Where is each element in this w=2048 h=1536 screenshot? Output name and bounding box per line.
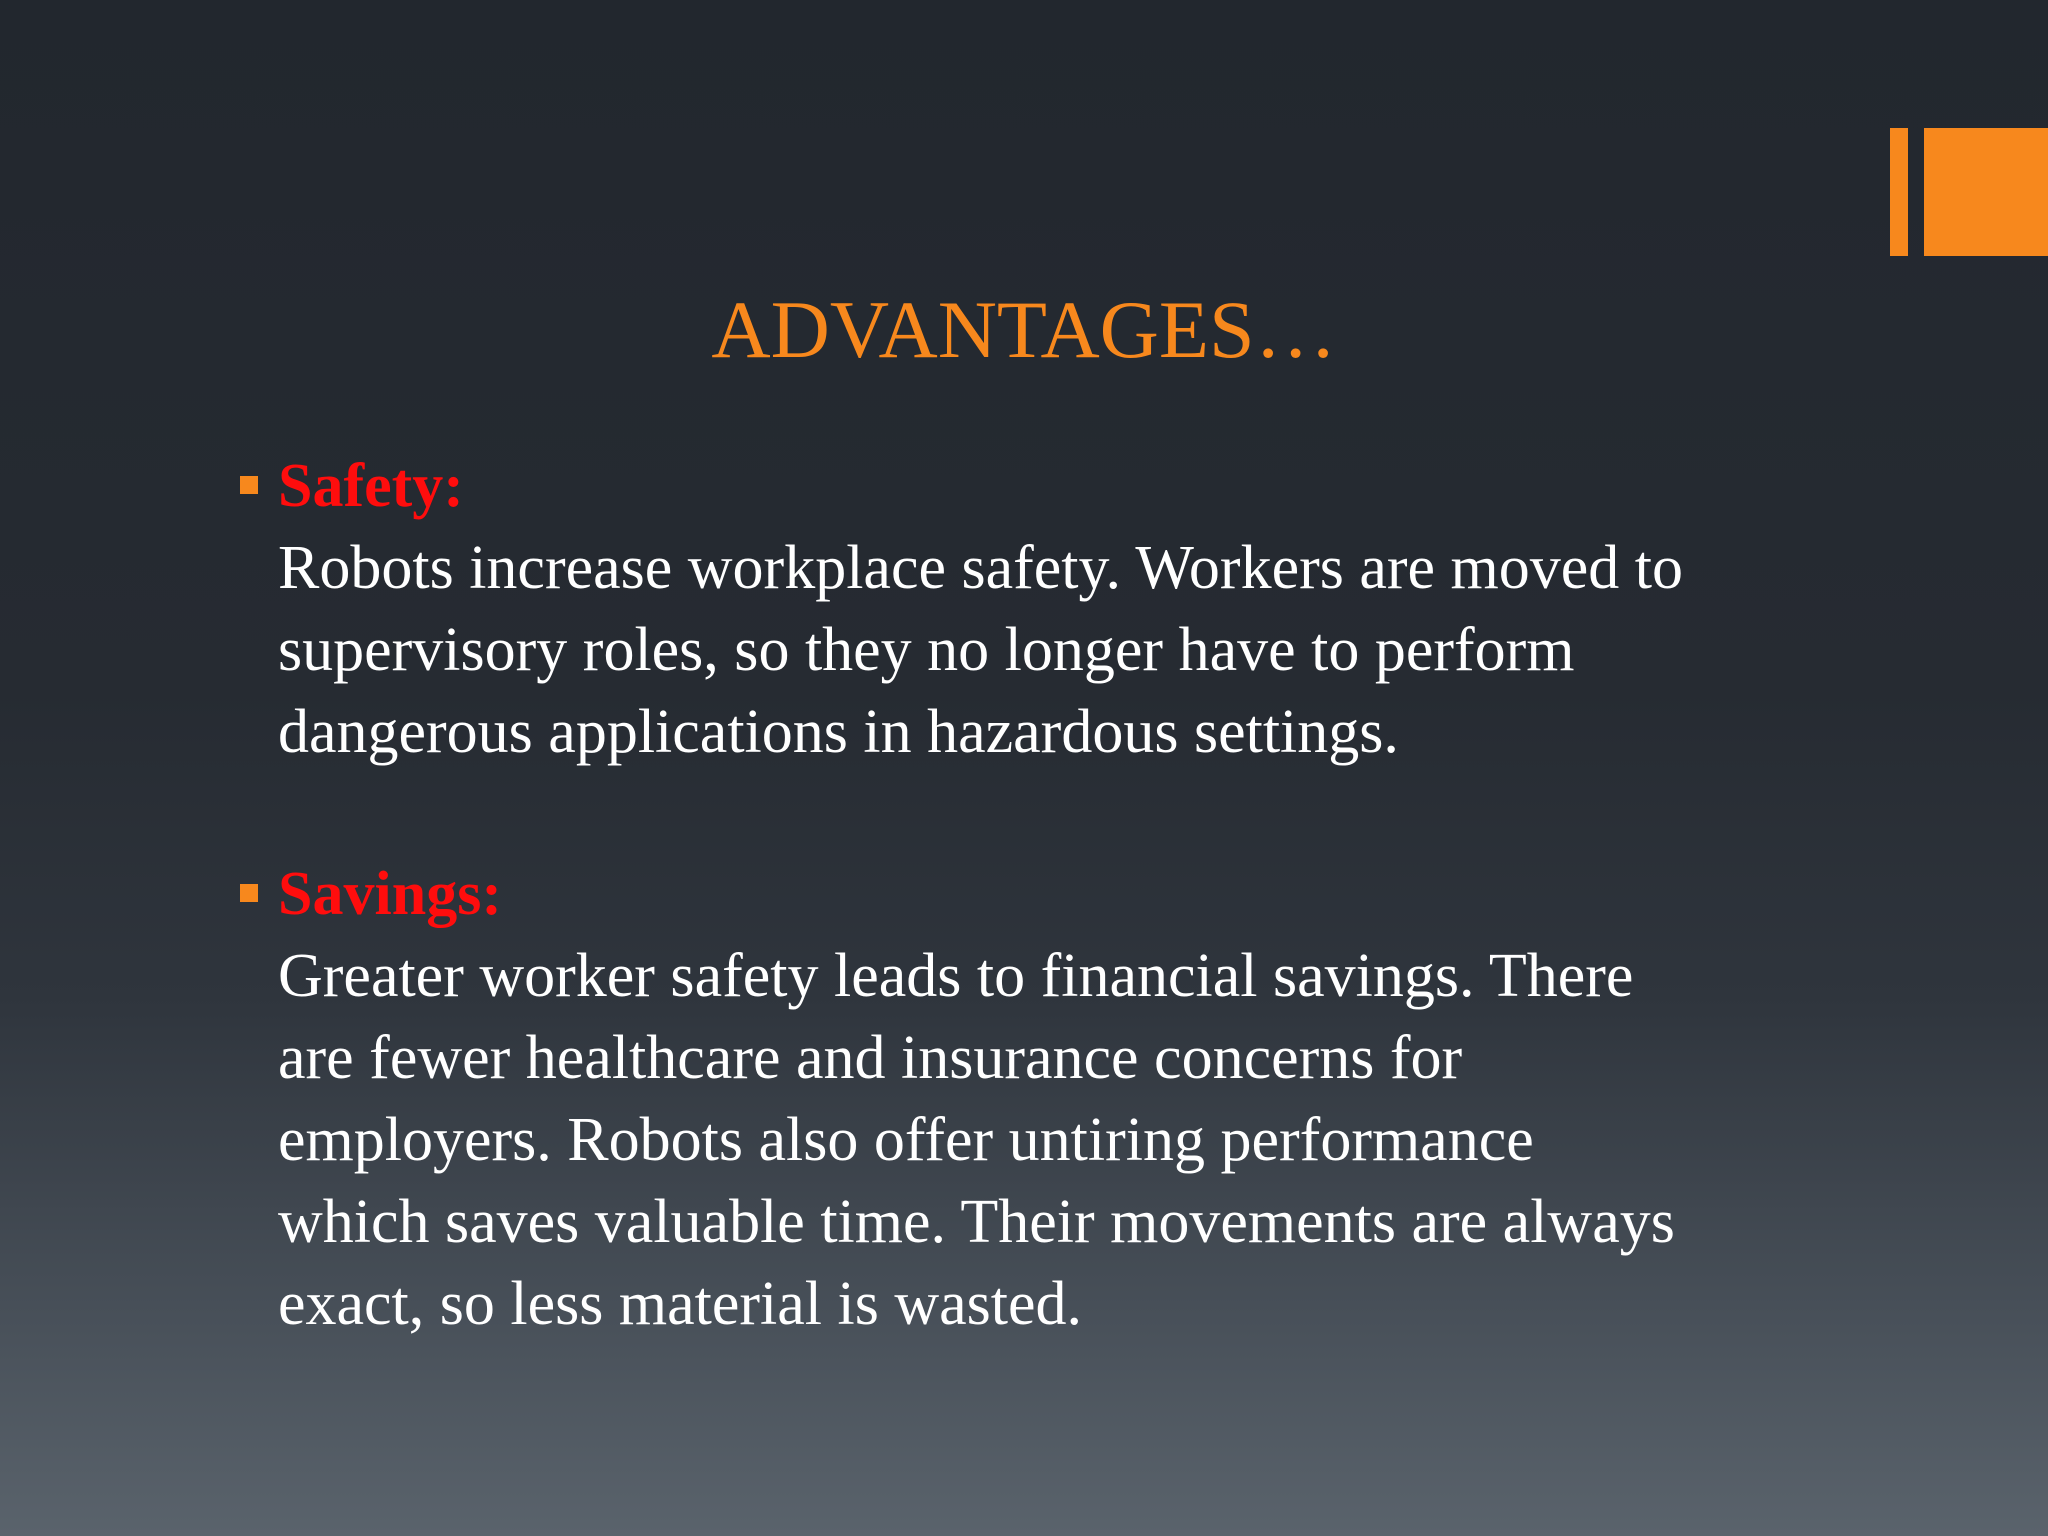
item-text: Greater worker safety leads to financial savings. There are fewer healthcare and insurance concerns for employers. Robots also offer untiring performance which saves valuable time. Their movements are always exact, so less material is wasted. xyxy=(278,942,1675,1338)
square-bullet-icon xyxy=(240,884,258,902)
item-heading: Safety: xyxy=(278,452,464,520)
list-item-safety xyxy=(240,445,1860,773)
square-bullet-icon xyxy=(240,476,258,494)
accent-bar-thick xyxy=(1924,128,2048,256)
bullet-list xyxy=(240,445,1860,1345)
item-heading: Savings: xyxy=(278,860,502,928)
item-text: Robots increase workplace safety. Workers are moved to supervisory roles, so they no longer have to perform dangerous applications in hazardous settings. xyxy=(278,534,1684,766)
slide-title: ADVANTAGES… xyxy=(711,284,1337,375)
accent-bar-thin xyxy=(1890,128,1908,256)
list-item-savings xyxy=(240,853,1860,1345)
